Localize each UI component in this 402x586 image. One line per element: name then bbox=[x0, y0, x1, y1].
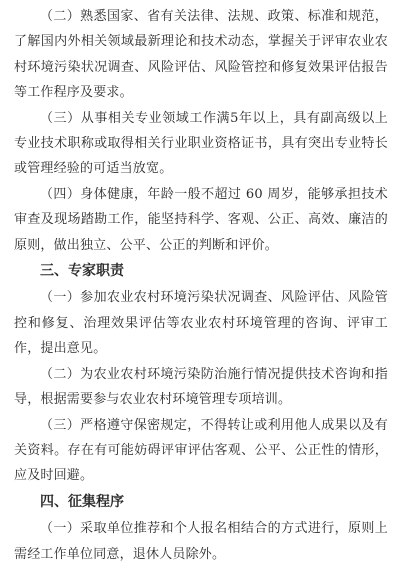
paragraph-procedure-recommendation: （一）采取单位推荐和个人报名相结合的方式进行，原则上需经工作单位同意，退休人员除外。 bbox=[14, 521, 388, 562]
paragraph-experience-requirement: （三）从事相关专业领域工作满5年以上，具有副高级以上专业技术职称或取得相关行业职业资格证书，具有突出专业特长或管理经验的可适当放宽。 bbox=[14, 110, 388, 177]
paragraph-duty-participation: （一）参加农业农村环境污染状况调查、风险评估、风险管控和修复、治理效果评估等农业农村环境管理的咨询、评审工作，提出意见。 bbox=[14, 290, 388, 357]
paragraph-health-requirement: （四）身体健康，年龄一般不超过 60 周岁，能够承担技术审查及现场踏勘工作，能坚持科学、客观、公正、高效、廉洁的原则，做出独立、公平、公正的判断和评价。 bbox=[14, 186, 388, 253]
paragraph-duty-confidentiality: （三）严格遵守保密规定，不得转让或利用他人成果以及有关资料。存在有可能妨碍评审评估客观、公平、公正性的情形，应及时回避。 bbox=[14, 417, 388, 484]
paragraph-duty-consulting: （二）为农业农村环境污染防治施行情况提供技术咨询和指导，根据需要参与农业农村环境管理专项培训。 bbox=[14, 366, 388, 408]
section-heading-collection-procedure: 四、征集程序 bbox=[40, 493, 124, 510]
section-heading-expert-duties: 三、专家职责 bbox=[40, 263, 124, 280]
paragraph-familiarity-requirement: （二）熟悉国家、省有关法律、法规、政策、标准和规范，了解国内外相关领域最新理论和技术动态，掌握关于评审农业农村环境污染状况调查、风险评估、风险管控和修复效果评估报告等工作程序及要求。 bbox=[14, 9, 388, 101]
